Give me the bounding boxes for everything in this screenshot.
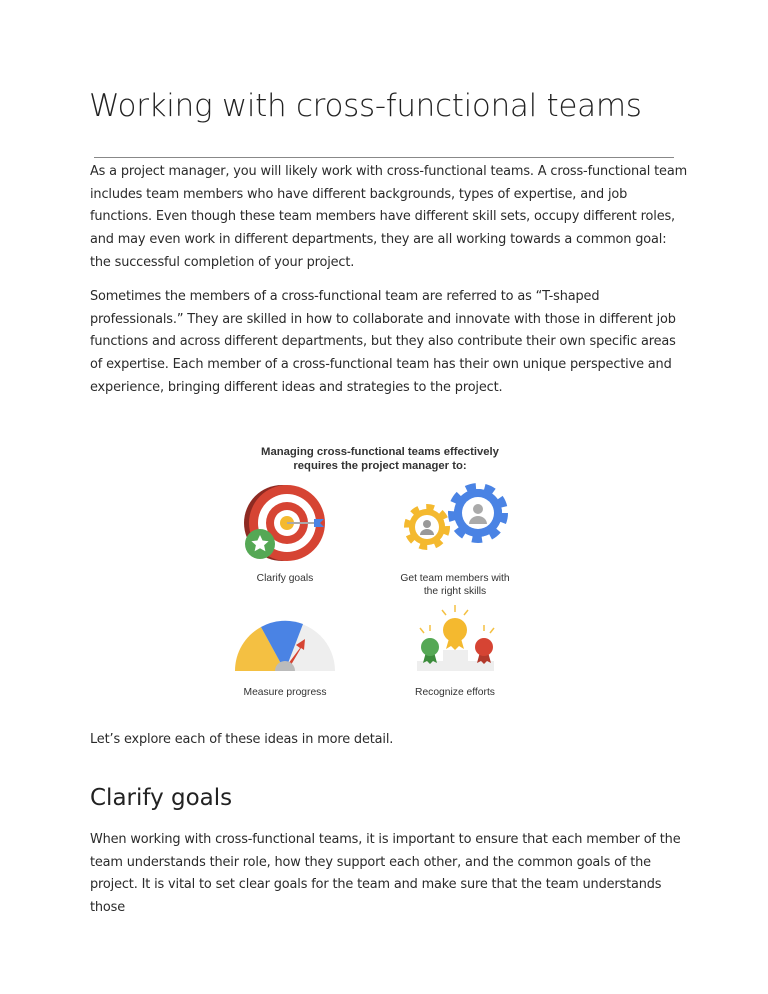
t-shaped-paragraph: Sometimes the members of a cross-functional team are referred to as “T-shaped professionals.” They are skilled in how to collaborate and innovate with those in different job functions and across different departments, but they also contribute their own specific areas of expertise. Each member of a cross-functional team has their own unique perspective and experience, bringing different ideas and strategies to the project. [90,289,676,395]
label-line: the right skills [423,586,487,597]
label-right-skills [390,572,520,598]
explore-text: Let’s explore each of these ideas in more detail. [90,732,394,747]
gauge-icon [235,621,335,671]
intro-paragraph: As a project manager, you will likely work with cross-functional teams. A cross-functional team includes team members who have different backgrounds, types of expertise, and job functions. Even though these team members have different skill sets, occupy different roles, and may even work in different departments, they are all working towards a common goal: the successful completion of your project. [90,164,687,270]
title-divider [94,157,674,158]
section-heading: Clarify goals [90,785,233,811]
page-title: Working with cross-functional teams [89,88,642,124]
infographic [230,440,530,710]
section-paragraph: When working with cross-functional teams, it is important to ensure that each member of the team understands their role, how they support each other, and the common goals of the project. It is vital to set clear goals for the team and make sure that the team understands those [90,832,681,916]
infographic-title-line: Managing cross-functional teams effectively [261,446,499,458]
gears-icon [409,489,502,545]
label-clarify-goals: Clarify goals [256,573,314,584]
target-icon [244,485,325,561]
label-recognize-efforts: Recognize efforts [415,687,495,698]
label-line: Get team members with [400,573,510,584]
medals-icon [417,605,494,671]
label-measure-progress: Measure progress [243,687,327,698]
infographic-title-line: requires the project manager to: [293,460,467,472]
